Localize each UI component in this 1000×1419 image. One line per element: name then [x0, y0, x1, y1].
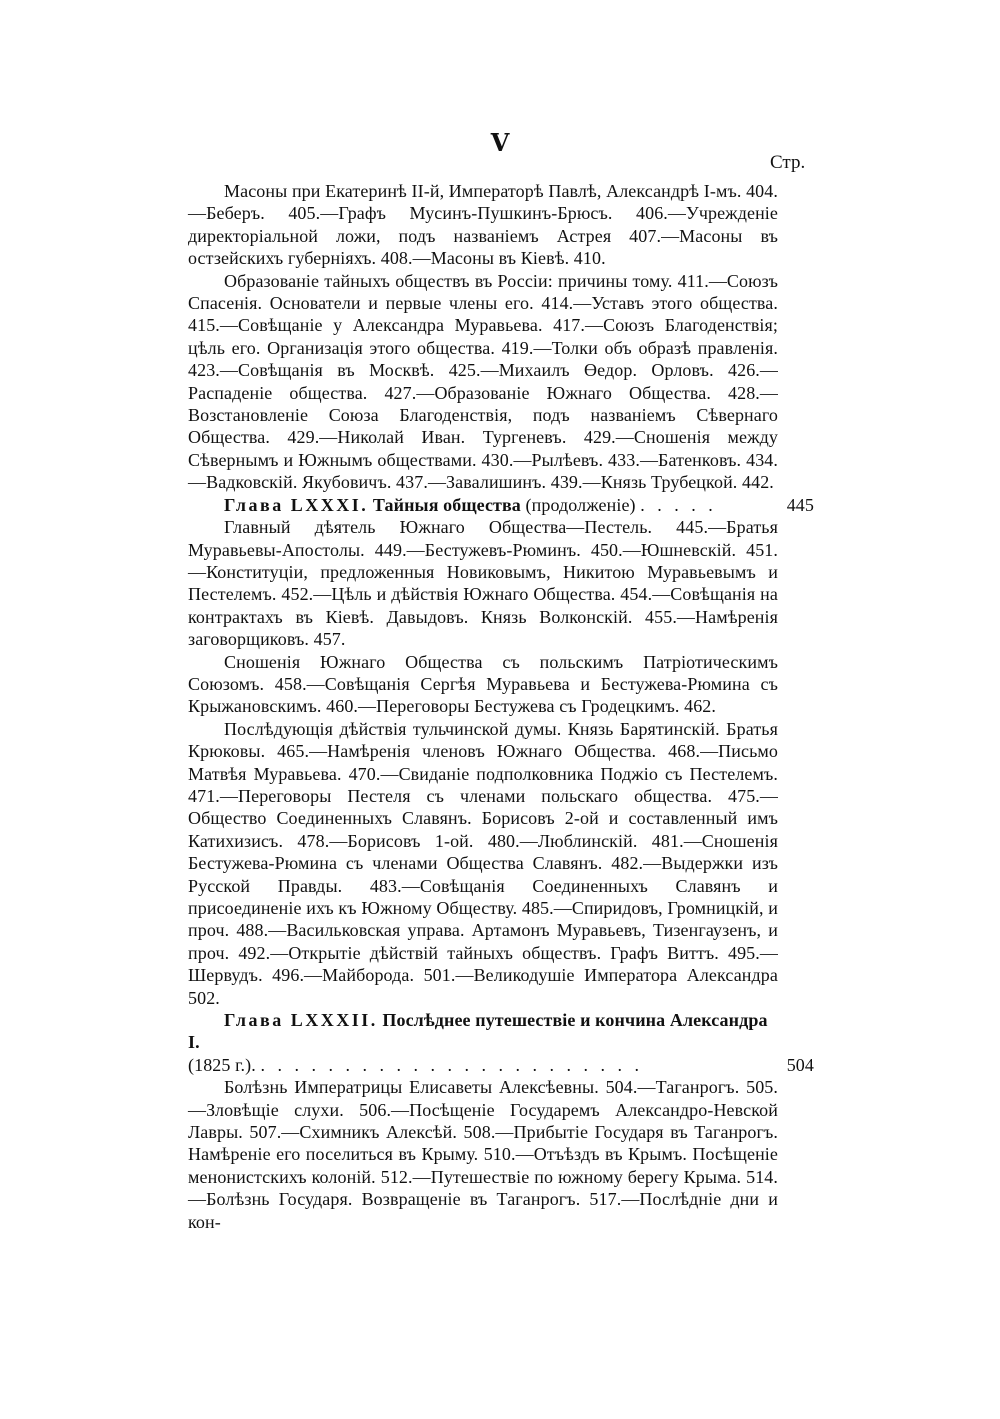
chapter-81-subtitle: (продолженіе) [525, 494, 636, 515]
table-of-contents-text [188, 180, 814, 1233]
chapter-81-title: Тайныя общества [372, 494, 521, 515]
chapter-81-tag: Глава LXXXI. [224, 494, 369, 515]
chapter-81-heading [188, 494, 814, 516]
toc-paragraph-polish-society: Сношенія Южнаго Общества съ польскимъ Патріотическимъ Союзомъ. 458.—Совѣщанія Сергѣя Муравьева и Бестужева-Рюмина съ Крыжановскимъ. 460.—Переговоры Бестужева съ Гродецкимъ. 462. [188, 651, 778, 717]
chapter-81-leader-dots: . . . . . [640, 494, 717, 515]
chapter-82-year: (1825 г.). [188, 1054, 256, 1075]
chapter-82-page: 504 [786, 1054, 814, 1075]
chapter-82-heading-line2 [188, 1054, 814, 1076]
chapter-82-title: Послѣднее путешествіе и кончина Александра I. [188, 1010, 768, 1053]
page-column-label: Стр. [770, 152, 806, 173]
toc-paragraph-tulchin-duma: Послѣдующія дѣйствія тульчинской думы. Князь Барятинскій. Братья Крюковы. 465.—Намѣренія членовъ Южнаго Общества. 468.—Письмо Матвѣя Муравьева. 470.—Свиданіе подполковника Поджіо съ Пестелемъ. 471.—Переговоры Пестеля съ членами польскаго общества. 475.—Общество Соединенныхъ Славянъ. Борисовъ 2-ой и составленный имъ Катихизисъ. 478.—Борисовъ 1-ой. 480.—Люблинскій. 481.—Сношенія Бестужева-Рюмина съ членами Общества Славянъ. 482.—Выдержки изъ Русской Правды. 483.—Совѣщанія Соединенныхъ Славянъ и присоединеніе ихъ къ Южному Обществу. 485.—Спиридовъ, Громницкій, и проч. 488.—Васильковская управа. Артамонъ Муравьевъ, Тизенгаузенъ, и проч. 492.—Открытіе дѣйствій тайныхъ обществъ. Графъ Виттъ. 495.—Шервудъ. 496.—Майборода. 501.—Великодушіе Императора Александра 502. [188, 718, 778, 1008]
toc-paragraph-secret-societies: Образованіе тайныхъ обществъ въ Россіи: причины тому. 411.—Союзъ Спасенія. Основатели и первые члены его. 414.—Уставъ этого общества. 415.—Совѣщаніе у Александра Муравьева. 417.—Союзъ Благоденствія; цѣль его. Организація этого общества. 419.—Толки объ образѣ правленія. 423.—Совѣщанія въ Москвѣ. 425.—Михаилъ Өедор. Орловъ. 426.—Распаденіе общества. 427.—Образованіе Южнаго Общества. 428.—Возстановленіе Союза Благоденствія, подъ названіемъ Сѣвернаго Общества. 429.—Николай Иван. Тургеневъ. 429.—Сношенія между Сѣвернымъ и Южнымъ обществами. 430.—Рылѣевъ. 433.—Батенковъ. 434.—Вадковскій. Якубовичъ. 437.—Завалишинъ. 439.—Князь Трубецкой. 442. [188, 270, 778, 493]
toc-paragraph-taganrog: Болѣзнь Императрицы Елисаветы Алексѣевны. 504.—Таганрогъ. 505.—Зловѣщіе слухи. 506.—Посѣщеніе Государемъ Александро-Невской Лавры. 507.—Схимникъ Алексѣй. 508.—Прибытіе Государя въ Таганрогъ. Намѣреніе его поселиться въ Крыму. 510.—Отъѣздъ въ Крымъ. Посѣщеніе менонистскихъ колоній. 512.—Путешествіе по южному берегу Крыма. 514.—Болѣзнь Государя. Возвращеніе въ Таганрогъ. 517.—Послѣдніе дни и кон- [188, 1077, 778, 1232]
chapter-82-tag: Глава LXXXII. [224, 1010, 378, 1031]
page-number: V [490, 128, 510, 157]
toc-paragraph-pestel: Главный дѣятель Южнаго Общества—Пестель. 445.—Братья Муравьевы-Апостолы. 449.—Бестужевъ-Рюминъ. 450.—Юшневскій. 451.—Конституціи, предложенныя Новиковымъ, Никитою Муравьевымъ и Пестелемъ. 452.—Цѣль и дѣйствія Южнаго Общества. 454.—Совѣщанія на контрактахъ въ Кіевѣ. Давыдовъ. Князь Волконскій. 455.—Намѣренія заговорщиковъ. 457. [188, 517, 778, 650]
toc-paragraph-masons: Масоны при Екатеринѣ II-й, Императорѣ Павлѣ, Александрѣ I-мъ. 404.—Беберъ. 405.—Графъ Мусинъ-Пушкинъ-Брюсъ. 406.—Учрежденіе директоріальной ложи, подъ названіемъ Астрея 407.—Масоны въ остзейскихъ губерніяхъ. 408.—Масоны въ Кіевѣ. 410. [188, 181, 778, 269]
chapter-81-page: 445 [786, 494, 814, 515]
chapter-82-heading [188, 1009, 778, 1054]
chapter-82-leader-dots: . . . . . . . . . . . . . . . . . . . . . . . [260, 1054, 643, 1075]
